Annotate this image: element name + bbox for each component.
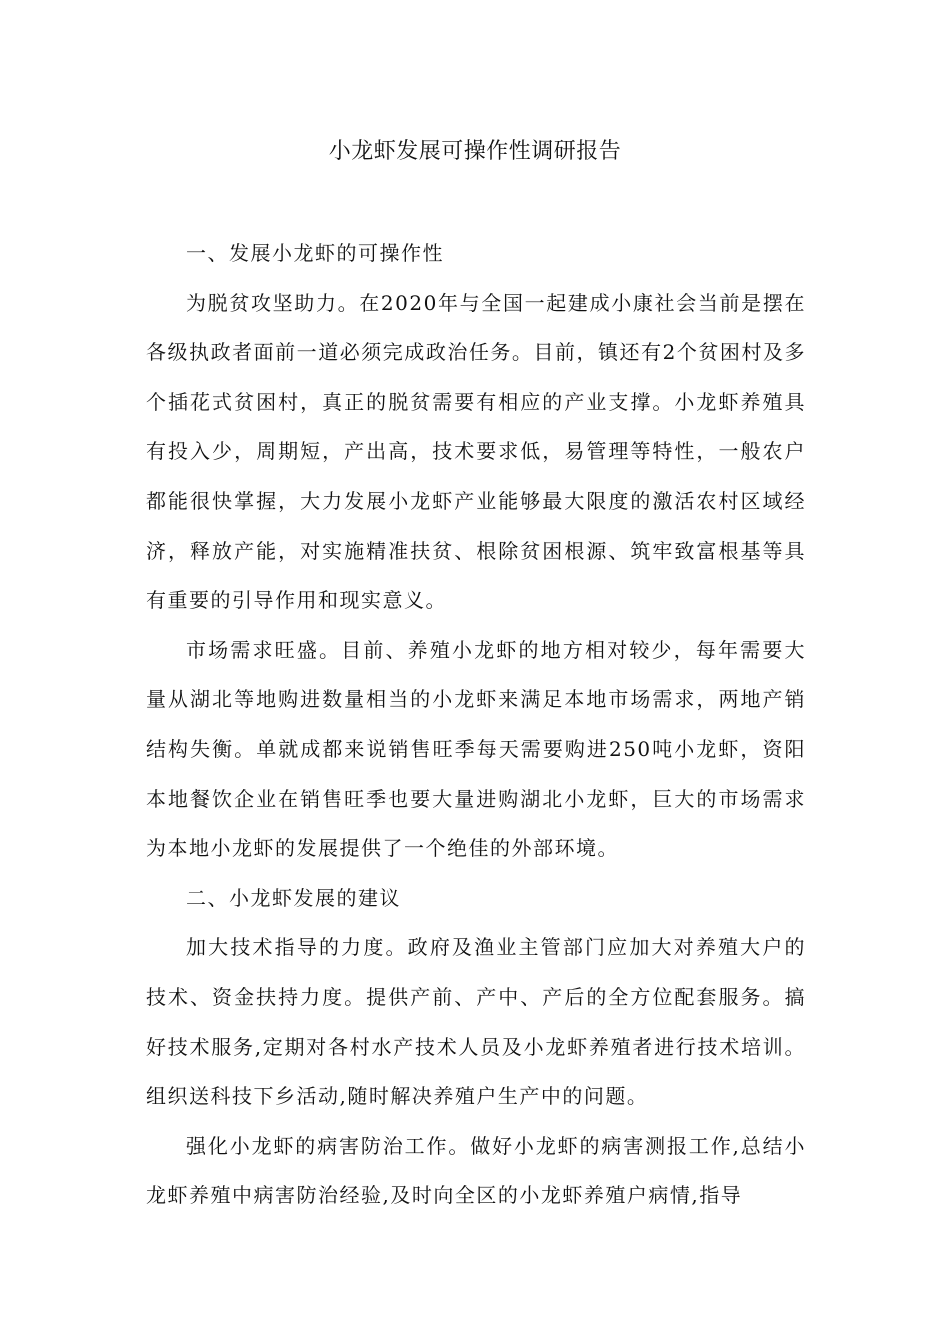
paragraph-poverty-relief: 为脱贫攻坚助力。在2020年与全国一起建成小康社会当前是摆在各级执政者面前一道必须完成政治任务。目前，镇还有2个贫困村及多个插花式贫困村，真正的脱贫需要有相应的产业支撑。小龙虾养殖具有投入少，周期短，产出高，技术要求低，易管理等特性，一般农户都能很快掌握，大力发展小龙虾产业能够最大限度的激活农村区域经济，释放产能，对实施精准扶贫、根除贫困根源、筑牢致富根基等具有重要的引导作用和现实意义。 <box>146 290 806 613</box>
paragraph-market-demand: 市场需求旺盛。目前、养殖小龙虾的地方相对较少，每年需要大量从湖北等地购进数量相当的小龙虾来满足本地市场需求，两地产销结构失衡。单就成都来说销售旺季每天需要购进250吨小龙虾，资阳本地餐饮企业在销售旺季也要大量进购湖北小龙虾，巨大的市场需求为本地小龙虾的发展提供了一个绝佳的外部环境。 <box>146 637 806 861</box>
section-heading-2: 二、小龙虾发展的建议 <box>186 885 401 910</box>
section-heading-1: 一、发展小龙虾的可操作性 <box>186 241 444 265</box>
document-title: 小龙虾发展可操作性调研报告 <box>328 139 622 164</box>
paragraph-technical-guidance: 加大技术指导的力度。政府及渔业主管部门应加大对养殖大户的技术、资金扶持力度。提供产前、产中、产后的全方位配套服务。搞好技术服务,定期对各村水产技术人员及小龙虾养殖者进行技术培训。组织送科技下乡活动,随时解决养殖户生产中的问题。 <box>146 935 806 1109</box>
paragraph-disease-prevention: 强化小龙虾的病害防治工作。做好小龙虾的病害测报工作,总结小龙虾养殖中病害防治经验,及时向全区的小龙虾养殖户病情,指导 <box>146 1133 806 1208</box>
document-body <box>146 229 806 1221</box>
